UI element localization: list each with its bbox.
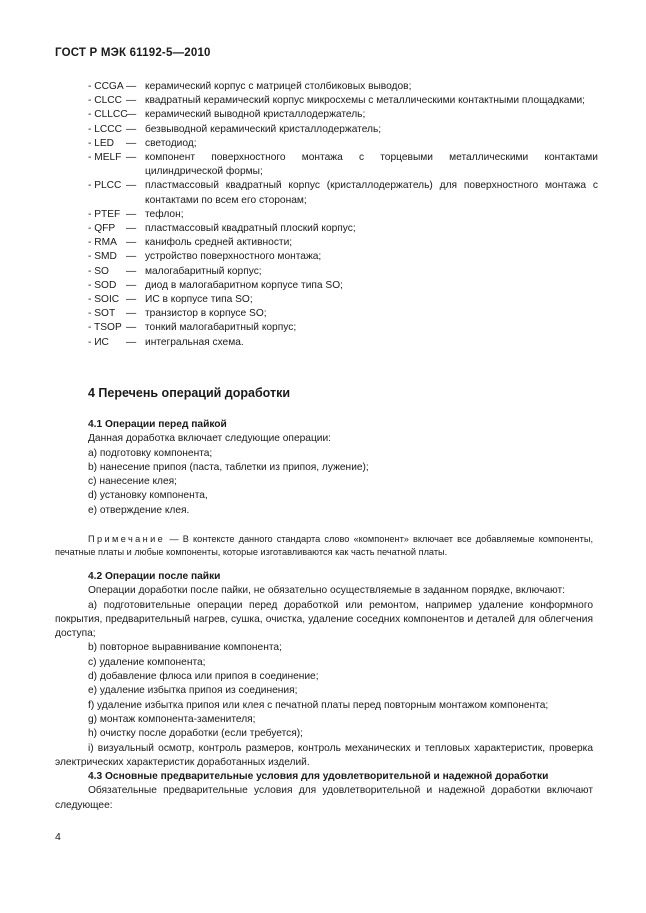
abbreviation-description: диод в малогабаритном корпусе типа SO; <box>145 279 343 291</box>
abbreviation-code: - SOD <box>88 279 117 291</box>
paragraph: Операции доработки после пайки, не обязательно осуществляемые в заданном порядке, включают: <box>88 585 565 597</box>
abbreviation-item <box>88 279 598 293</box>
dash: — <box>126 294 137 306</box>
abbreviation-description: керамический корпус с матрицей столбиковых выводов; <box>145 81 412 92</box>
abbreviation-item <box>88 151 598 179</box>
abbreviation-description: тефлон; <box>145 208 184 220</box>
abbreviation-item <box>88 336 598 350</box>
dash: — <box>126 109 137 121</box>
abbreviation-item <box>88 179 598 207</box>
abbreviation-item <box>88 208 598 222</box>
abbreviation-item <box>88 80 598 94</box>
list-item: b) повторное выравнивание компонента; <box>88 642 282 654</box>
abbreviation-code: - SOT <box>88 308 116 320</box>
paragraph: Данная доработка включает следующие операции: <box>88 433 331 445</box>
abbreviation-item <box>88 137 598 151</box>
list-item: е) отверждение клея. <box>88 504 190 516</box>
abbreviation-code: - LED <box>88 137 115 149</box>
dash: — <box>126 336 137 348</box>
abbreviation-item <box>88 123 598 137</box>
dash: — <box>126 152 137 164</box>
abbreviation-description: ИС в корпусе типа SO; <box>145 294 253 306</box>
abbreviation-description: транзистор в корпусе SO; <box>145 308 267 320</box>
note <box>55 533 593 559</box>
standard-header: ГОСТ Р МЭК 61192-5—2010 <box>55 47 211 59</box>
dash: — <box>126 322 137 334</box>
dash: — <box>126 308 137 320</box>
abbreviation-description: тонкий малогабаритный корпус; <box>145 322 297 334</box>
abbreviation-list <box>88 80 598 350</box>
abbreviation-code: - SO <box>88 265 109 277</box>
abbreviation-description: безвыводной керамический кристаллодержатель; <box>145 123 382 135</box>
list-item: d) добавление флюса или припоя в соединение; <box>88 671 319 683</box>
section-4-1 <box>55 418 593 518</box>
dash: — <box>126 123 137 135</box>
dash: — <box>126 180 137 192</box>
abbreviation-item <box>88 236 598 250</box>
abbreviation-code: - MELF <box>88 152 122 164</box>
abbreviation-description: пластмассовый квадратный корпус (кристаллодержатель) для поверхностного монтажа с контактами по всем его сторонам; <box>145 180 598 206</box>
list-item: с) нанесение клея; <box>88 476 178 488</box>
section-4-2 <box>55 570 593 813</box>
abbreviation-description: канифоль средней активности; <box>145 237 293 249</box>
abbreviation-description: компонент поверхностного монтажа с торцевыми металлическими контактами цилиндрической формы; <box>145 152 598 178</box>
abbreviation-code: - SOIC <box>88 294 120 306</box>
dash: — <box>126 265 137 277</box>
abbreviation-description: керамический выводной кристаллодержатель; <box>145 109 366 121</box>
abbreviation-item <box>88 222 598 236</box>
abbreviation-description: малогабаритный корпус; <box>145 265 262 277</box>
abbreviation-description: светодиод; <box>145 137 197 149</box>
note-text: — В контексте данного стандарта слово «компонент» включает все добавляемые компоненты, печатные платы и любые компоненты, которые изготавливаются как часть печатной платы. <box>55 534 593 557</box>
dash: — <box>126 223 137 235</box>
abbreviation-description: интегральная схема. <box>145 336 244 348</box>
abbreviation-code: - PTEF <box>88 208 121 220</box>
paragraph: Обязательные предварительные условия для удовлетворительной и надежной доработки включают следующее: <box>55 785 593 811</box>
dash: — <box>126 81 137 92</box>
abbreviation-item <box>88 321 598 335</box>
note-label: Примечание <box>88 534 166 544</box>
list-item: g) монтаж компонента-заменителя; <box>88 713 256 725</box>
subsection-4-1-title: 4.1 Операции перед пайкой <box>88 419 227 430</box>
abbreviation-code: - LCCC <box>88 123 122 135</box>
dash: — <box>126 95 137 107</box>
abbreviation-item <box>88 265 598 279</box>
list-item: е) удаление избытка припоя из соединения; <box>88 685 298 697</box>
abbreviation-code: - QFP <box>88 223 116 235</box>
dash: — <box>126 137 137 149</box>
abbreviation-description: квадратный керамический корпус микросхемы с металлическими контактными площадками; <box>145 95 585 107</box>
list-item: i) визуальный осмотр, контроль размеров, контроль механических и тепловых характеристик, проверка электрических характеристик доработанных изделий. <box>55 742 593 768</box>
list-item: а) подготовительные операции перед доработкой или ремонтом, например удаление конформного покрытия, предварительный нагрев, сушка, очистка, удаление соседних компонентов и деталей для облегчения доступа; <box>55 599 593 640</box>
abbreviation-item <box>88 250 598 264</box>
abbreviation-code: - SMD <box>88 251 117 263</box>
list-item: b) нанесение припоя (паста, таблетки из припоя, лужение); <box>88 461 369 473</box>
list-item: d) установку компонента, <box>88 490 208 502</box>
subsection-4-3-title: 4.3 Основные предварительные условия для удовлетворительной и надежной доработки <box>88 771 549 783</box>
abbreviation-item <box>88 307 598 321</box>
abbreviation-code: - TSOP <box>88 322 122 334</box>
abbreviation-description: пластмассовый квадратный плоский корпус; <box>145 223 356 235</box>
abbreviation-item <box>88 293 598 307</box>
list-item: h) очистку после доработки (если требуется); <box>88 728 303 740</box>
list-item: с) удаление компонента; <box>88 656 206 668</box>
list-item: а) подготовку компонента; <box>88 447 213 459</box>
abbreviation-item <box>88 108 598 122</box>
abbreviation-item <box>88 94 598 108</box>
abbreviation-code: - CCGA <box>88 81 124 92</box>
section-4-title: 4 Перечень операций доработки <box>88 386 291 400</box>
abbreviation-code: - RMA <box>88 237 117 249</box>
dash: — <box>126 279 137 291</box>
abbreviation-code: - CLLCC <box>88 109 128 121</box>
dash: — <box>126 251 137 263</box>
abbreviation-code: - CLCC <box>88 95 122 107</box>
dash: — <box>126 208 137 220</box>
abbreviation-code: - ИС <box>88 336 109 348</box>
subsection-4-2-title: 4.2 Операции после пайки <box>88 571 221 582</box>
page-number: 4 <box>55 831 61 843</box>
abbreviation-code: - PLCC <box>88 180 122 192</box>
dash: — <box>126 237 137 249</box>
abbreviation-description: устройство поверхностного монтажа; <box>145 251 322 263</box>
list-item: f) удаление избытка припоя или клея с печатной платы перед повторным монтажом компонента; <box>88 699 549 711</box>
